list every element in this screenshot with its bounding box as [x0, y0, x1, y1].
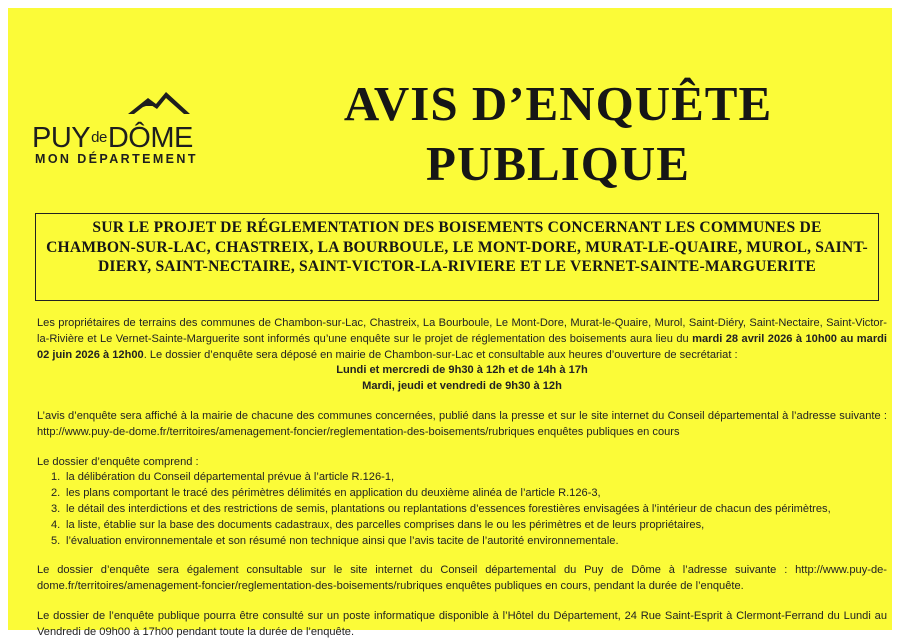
title-line-2: PUBLIQUE — [426, 136, 690, 191]
notice-body — [37, 316, 887, 641]
list-item: 2. les plans comportant le tracé des périmètres délimités en application du deuxième alinéa de l’article R.126-3, — [51, 487, 601, 500]
department-logo — [32, 88, 232, 173]
list-item: 4. la liste, établie sur la base des documents cadastraux, des parcelles comprises dans le ou les périmètres et de leurs propriétaires, — [51, 518, 705, 531]
dossier-intro: Le dossier d’enquête comprend : — [37, 455, 199, 468]
enquiry-dates: mardi 28 avril 2026 à 10h00 au mardi 02 juin 2026 à 12h00 — [37, 332, 887, 361]
logo-wordmark: PUYdeDÔME — [32, 122, 193, 154]
mountain-icon — [126, 88, 192, 116]
list-item: 1. la délibération du Conseil départemental prévue à l’article R.126-1, — [51, 471, 395, 484]
list-item: 5. l’évaluation environnementale et son résumé non technique ainsi que l’avis tacite de l’autorité environnementale. — [51, 534, 619, 547]
opening-hours-2: Mardi, jeudi et vendredi de 9h30 à 12h — [362, 380, 562, 393]
opening-hours-1: Lundi et mercredi de 9h30 à 12h et de 14h à 17h — [336, 364, 588, 377]
paragraph-website: Le dossier d’enquête sera également consultable sur le site internet du Conseil départemental du Puy de Dôme à l’adresse suivante : http://www.puy-de-dome.fr/territoires/amenagement-foncier/reglementation-des-boisements/rubriques enquêtes publiques en cours, pendant la durée de l’enquête. — [37, 564, 887, 593]
dossier-list — [37, 470, 887, 549]
paragraph-terminal: Le dossier de l’enquête publique pourra être consulté sur un poste informatique disponible à l’Hôtel du Département, 24 Rue Saint-Esprit à Clermont-Ferrand du Lundi au Vendredi de 09h00 à 17h00 pendant toute la durée de l’enquête. — [37, 609, 887, 638]
subject-box — [35, 213, 879, 301]
notice-sheet — [8, 8, 892, 638]
page-title — [278, 74, 838, 194]
subject-text: SUR LE PROJET DE RÉGLEMENTATION DES BOISEMENTS CONCERNANT LES COMMUNES DE CHAMBON-SUR-LAC, CHASTREIX, LA BOURBOULE, LE MONT-DORE, MURAT-LE-QUAIRE, MUROL, SAINT-DIERY, SAINT-NECTAIRE, SAINT-VICTOR-LA-RIVIERE ET LE VERNET-SAINTE-MARGUERITE — [46, 219, 868, 275]
logo-tagline: MON DÉPARTEMENT — [35, 152, 198, 166]
list-item: 3. le détail des interdictions et des restrictions de semis, plantations ou replantations d’essences forestières envisagées à l’intérieur de chacun des périmètres, — [51, 502, 831, 515]
title-line-1: AVIS D’ENQUÊTE — [343, 76, 773, 131]
paragraph-publication: L’avis d’enquête sera affiché à la mairie de chacune des communes concernées, publié dans la presse et sur le site internet du Conseil départemental à l’adresse suivante : http://www.puy-de-dome.fr/territoires/amenagement-foncier/reglementation-des-boisements/rubriques enquêtes publiques en cours — [37, 409, 887, 438]
paragraph-enquiry-dates: Les propriétaires de terrains des communes de Chambon-sur-Lac, Chastreix, La Bourboule, Le Mont-Dore, Murat-le-Quaire, Murol, Saint-Diéry, Saint-Nectaire, Saint-Victor-la-Rivière et Le Vernet-Sainte-Marguerite sont informés qu’une enquête sur le projet de réglementation des boisements aura lieu du mardi 28 avril 2026 à 10h00 au mardi 02 juin 2026 à 12h00. Le dossier d’enquête sera déposé en mairie de Chambon-sur-Lac et consultable aux heures d’ouverture de secrétariat : — [37, 317, 887, 361]
